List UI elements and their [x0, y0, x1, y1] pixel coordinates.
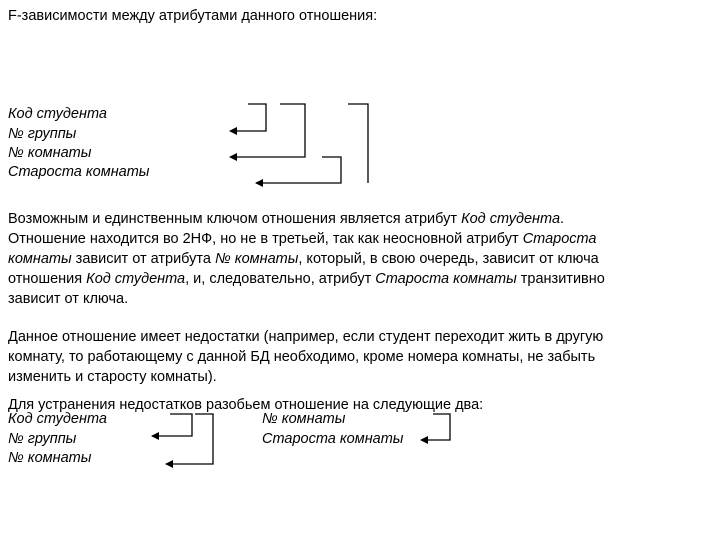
heading: F-зависимости между атрибутами данного отношения: — [8, 8, 378, 24]
attribute-student-code: Код студента — [8, 106, 107, 122]
dependency-arrow — [230, 104, 266, 131]
attribute-room-number: № комнаты — [8, 145, 92, 161]
relation1-student-code: Код студента — [8, 411, 107, 427]
dependency-arrow — [256, 157, 341, 183]
dependency-arrow — [348, 104, 368, 183]
attribute-room-head: Староста комнаты — [8, 164, 150, 180]
dependency-arrow — [421, 414, 450, 440]
paragraph-key-analysis: Возможным и единственным ключом отношения является атрибут Код студента. Отношение находится во 2НФ, но не в третьей, так как неосновной атрибут Староста комнаты зависит от атрибута № комнаты, который, в свою очередь, зависит от ключа отношения Код студента, и, следовательно, атрибут Староста комнаты транзитивно зависит от ключа. — [8, 211, 605, 307]
paragraph-decomposition: Для устранения недостатков разобьем отношение на следующие два: — [8, 397, 484, 413]
dependency-arrow — [166, 414, 213, 464]
attribute-group-number: № группы — [8, 126, 77, 142]
relation1-group-number: № группы — [8, 431, 77, 447]
relation2-room-number: № комнаты — [262, 411, 346, 427]
paragraph-drawbacks: Данное отношение имеет недостатки (например, если студент переходит жить в другую комнату, то работающему с данной БД необходимо, кроме номера комнаты, не забыть изменить и старосту комнаты). — [8, 329, 604, 385]
relation2-room-head: Староста комнаты — [262, 431, 404, 447]
dependency-arrow — [152, 414, 192, 436]
relation1-room-number: № комнаты — [8, 450, 92, 466]
